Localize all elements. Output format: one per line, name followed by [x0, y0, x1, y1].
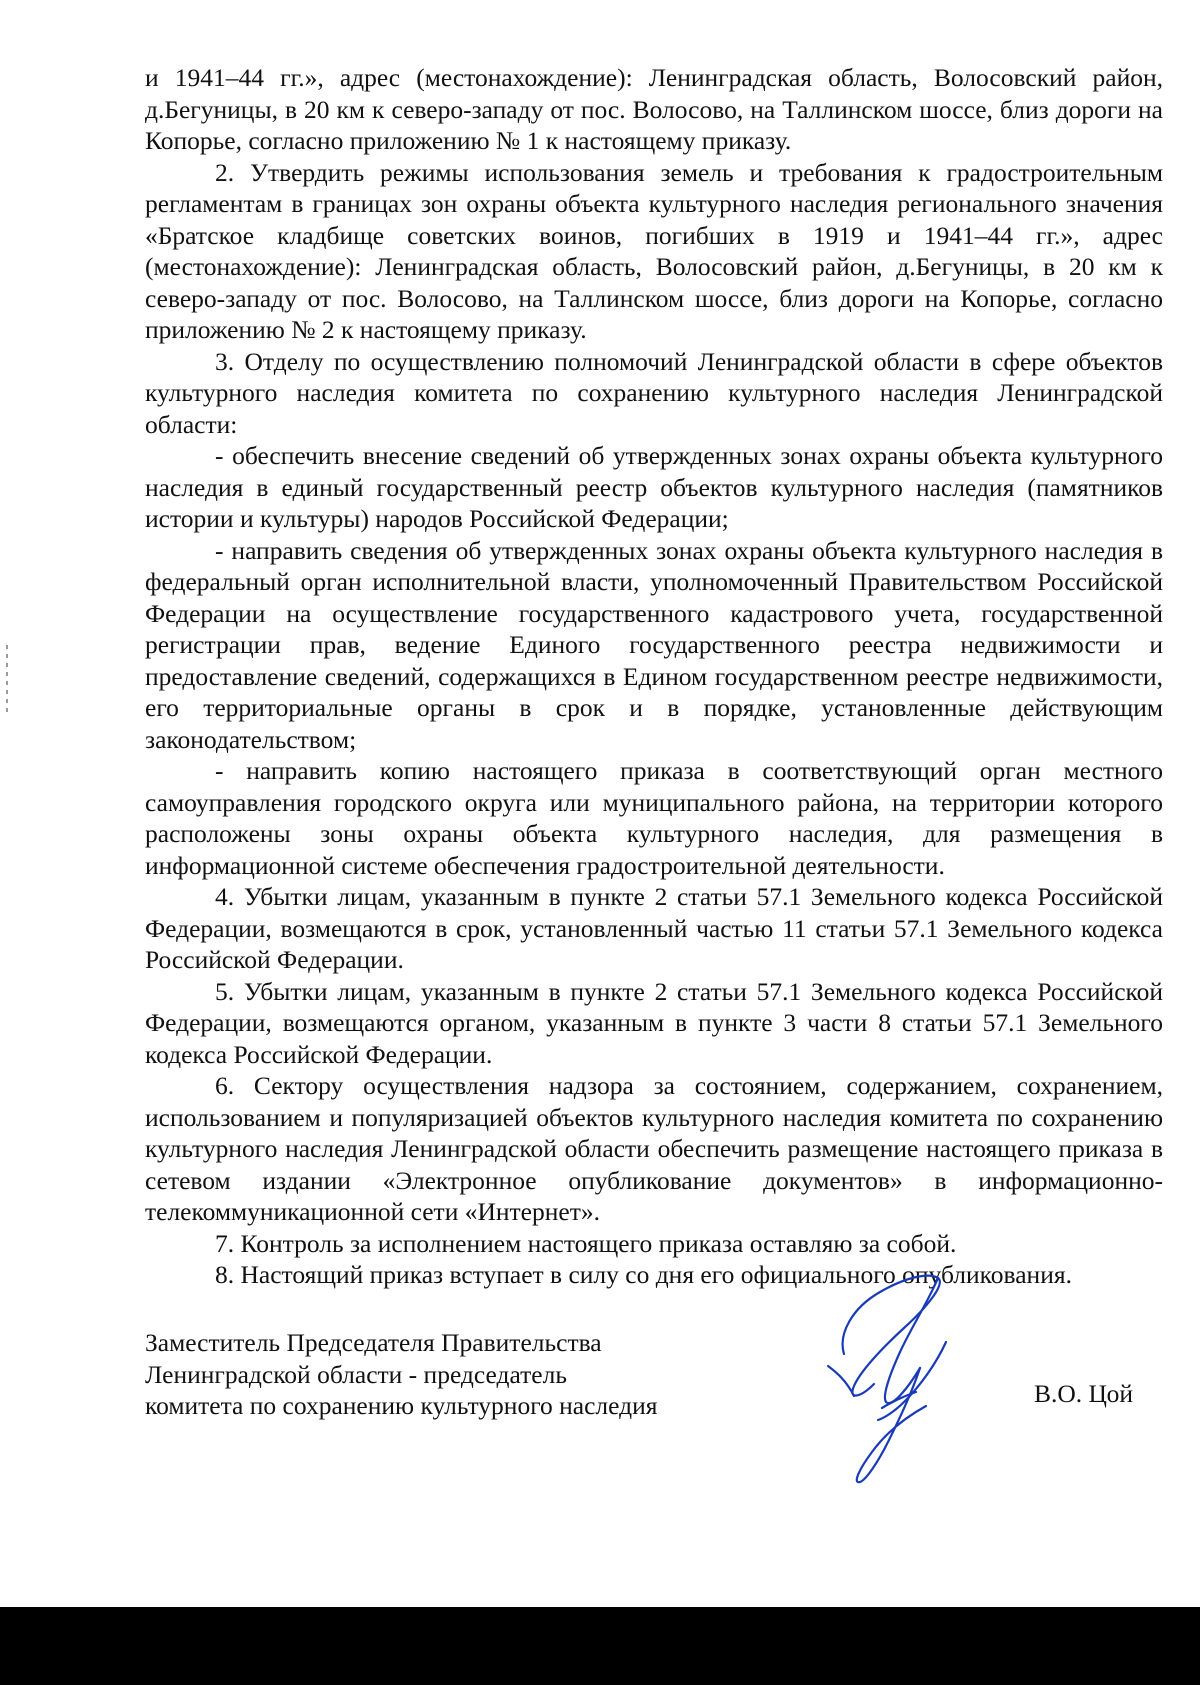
signatory-title-line-3: комитета по сохранению культурного наследия [145, 1391, 658, 1420]
document-body [145, 62, 1163, 1291]
handwritten-signature [808, 1268, 978, 1490]
signatory-title-line-2: Ленинградской области - председатель [145, 1359, 567, 1389]
paragraph-item-3-bullet-1: - обеспечить внесение сведений об утвержденных зонах охраны объекта культурного наследия в единый государственный реестр объектов культурного наследия (памятников истории и культуры) народов Российской Федерации; [145, 441, 1163, 533]
paragraph-item-7: 7. Контроль за исполнением настоящего приказа оставляю за собой. [215, 1228, 957, 1258]
signatory-name: В.О. Цой [1034, 1379, 1134, 1408]
paragraph-item-8: 8. Настоящий приказ вступает в силу со дня его официального опубликования. [215, 1260, 1072, 1289]
scan-edge-mark [6, 645, 8, 715]
signatory-title-line-1: Заместитель Председателя Правительства [145, 1328, 602, 1357]
paragraph-item-4: 4. Убытки лицам, указанным в пункте 2 статьи 57.1 Земельного кодекса Российской Федерации, возмещаются в срок, установленный частью 11 статьи 57.1 Земельного кодекса Российской Федерации. [145, 882, 1163, 974]
paragraph-item-3-bullet-2: - направить сведения об утвержденных зонах охраны объекта культурного наследия в федеральный орган исполнительной власти, уполномоченный Правительством Российской Федерации на осуществление государственного кадастрового учета, государственной регистрации прав, ведение Единого государственного реестра недвижимости и предоставление сведений, содержащихся в Едином государственном реестре недвижимости, его территориальные органы в срок и в порядке, установленные действующим законодательством; [145, 535, 1163, 754]
scan-bottom-band [0, 1607, 1200, 1685]
paragraph-item-2: 2. Утвердить режимы использования земель и требования к градостроительным регламентам в границах зон охраны объекта культурного наследия регионального значения «Братское кладбище советских воинов, погибших в 1919 и 1941–44 гг.», адрес (местонахождение): Ленинградская область, Волосовский район, д.Бегуницы, в 20 км к северо-западу от пос. Волосово, на Таллинском шоссе, близ дороги на Копорье, согласно приложению № 2 к настоящему приказу. [145, 157, 1163, 344]
paragraph-continuation: и 1941–44 гг.», адрес (местонахождение): Ленинградская область, Волосовский район, д.Бегуницы, в 20 км к северо-западу от пос. Волосово, на Таллинском шоссе, близ дороги на Копорье, согласно приложению № 1 к настоящему приказу. [145, 63, 1163, 155]
paragraph-item-3: 3. Отделу по осуществлению полномочий Ленинградской области в сфере объектов культурного наследия комитета по сохранению культурного наследия Ленинградской области: [145, 346, 1163, 439]
paragraph-item-3-bullet-3: - направить копию настоящего приказа в соответствующий орган местного самоуправления городского округа или муниципального района, на территории которого расположены зоны охраны объекта культурного наследия, для размещения в информационной системе обеспечения градостроительной деятельности. [145, 756, 1163, 880]
paragraph-item-6: 6. Сектору осуществления надзора за состоянием, содержанием, сохранением, использованием и популяризацией объектов культурного наследия комитета по сохранению культурного наследия Ленинградской области обеспечить размещение настоящего приказа в сетевом издании «Электронное опубликование документов» в информационно-телекоммуникационной сети «Интернет». [145, 1071, 1163, 1226]
paragraph-item-5: 5. Убытки лицам, указанным в пункте 2 статьи 57.1 Земельного кодекса Российской Федерации, возмещаются органом, указанным в пункте 3 части 8 статьи 57.1 Земельного кодекса Российской Федерации. [145, 976, 1163, 1069]
signatory-title [145, 1327, 658, 1422]
